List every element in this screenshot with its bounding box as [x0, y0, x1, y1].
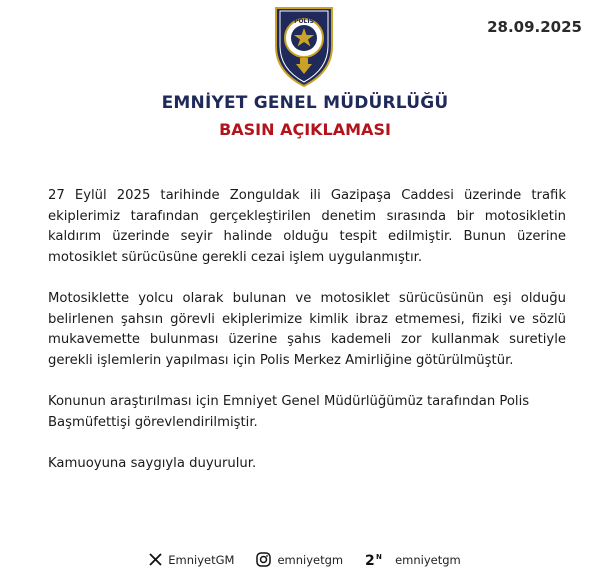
logo-text: POLİS — [294, 18, 314, 25]
paragraph-4: Kamuoyuna saygıyla duyurulur. — [48, 455, 257, 471]
paragraph-2: Motosiklette yolcu olarak bulunan ve motosiklet sürücüsünün eşi olduğu belirlenen şahsın görevli ekiplerimize kimlik ibraz etmemesi, fiziki ve sözlü mukavemette bulunması üzerine şahıs kademeli zor kullanmak suretiyle gerekli işlemlerin yapılması için Polis Merkez Amirliğine götürülmüştür. — [48, 290, 566, 368]
paragraph-3: Konunun araştırılması için Emniyet Genel Müdürlüğümüz tarafından Polis Başmüfettişi görevlendirilmiştir. — [48, 393, 530, 430]
press-release-title: BASIN AÇIKLAMASI — [219, 120, 391, 139]
instagram-handle: emniyetgm — [277, 552, 344, 567]
police-emblem-logo — [266, 2, 342, 88]
instagram-account[interactable] — [256, 552, 343, 567]
svg-text:N: N — [376, 553, 382, 561]
nsosyal-account[interactable] — [365, 552, 461, 567]
x-icon — [149, 553, 162, 566]
svg-text:2: 2 — [365, 553, 375, 567]
social-footer — [0, 552, 610, 567]
organization-title: EMNİYET GENEL MÜDÜRLÜĞÜ — [161, 93, 449, 113]
nsosyal-handle: emniyetgm — [395, 552, 461, 567]
x-handle: EmniyetGM — [168, 552, 235, 567]
paragraph-1: 27 Eylül 2025 tarihinde Zonguldak ili Gazipaşa Caddesi üzerinde trafik ekiplerimiz tarafından gerçekleştirilen denetim sırasında bir motosikletin kaldırım üzerinde seyir halinde olduğu tespit edilmiştir. Bunun üzerine motosiklet sürücüsüne gerekli cezai işlem uygulanmıştır. — [48, 188, 566, 265]
date-label: 28.09.2025 — [487, 18, 582, 36]
statement-body — [48, 186, 566, 495]
instagram-icon — [256, 552, 271, 567]
x-account[interactable] — [149, 553, 234, 567]
nsosyal-icon — [365, 552, 389, 567]
